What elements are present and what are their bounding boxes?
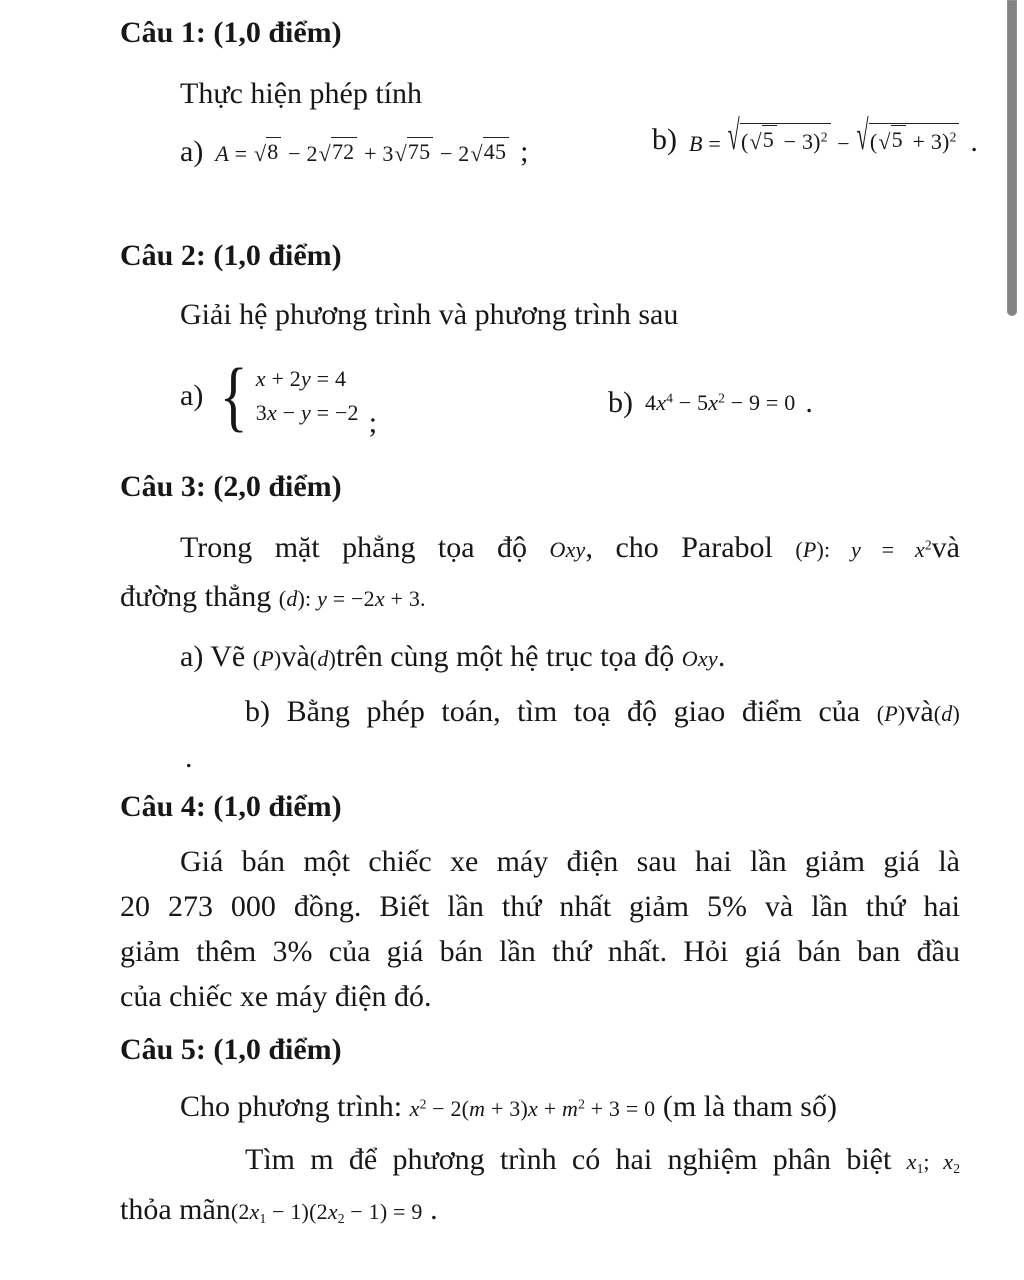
cau4-paragraph: [120, 839, 960, 1019]
system-brace: {: [219, 352, 249, 439]
formula-suffix: .: [805, 386, 813, 419]
cau5-condition-line1: Tìm m để phương trình có hai nghiệm phân biệt $x_1$; $x_2$: [245, 1143, 960, 1176]
math-formula: A = √ 8 − 2 √ 72 + 3 √ 75 − 2 √ 45: [215, 137, 510, 167]
cau1-parts-row: [180, 110, 978, 223]
formula-suffix: ;: [368, 406, 378, 439]
system-line-1: x + 2y = 4: [255, 365, 347, 391]
part-label: b): [652, 123, 677, 156]
inline-math: Oxy: [549, 536, 586, 562]
formula-suffix: .: [970, 125, 978, 158]
scrollbar-thumb[interactable]: [1007, 0, 1017, 316]
cau4-heading: Câu 4: (1,0 điểm): [120, 789, 342, 823]
inline-math: (d): [309, 645, 337, 671]
section-cau3: [120, 468, 960, 776]
cau4-line: của chiếc xe máy điện đó.: [120, 980, 432, 1013]
inline-math: (P): [876, 701, 906, 726]
cau3-statement-line1: Trong mặt phẳng tọa độ Oxy, cho Parabol (P): $y = x^2và$: [180, 530, 960, 564]
cau5-condition-line2: thỏa $mãn(2x_1 - 1)(2x_2 - 1) = 9$ .: [120, 1192, 438, 1226]
cau4-line: 20 273 000 đồng. Biết lần thứ nhất giảm 5% và lần thứ hai: [120, 890, 960, 923]
math-formula: B = √ ( √ 5 − 3)$^2$ − √ ( √ 5 + 3)$^2$: [689, 123, 960, 157]
system-line-2: 3x − y = −2: [255, 400, 359, 425]
formula-suffix: ;: [520, 135, 529, 168]
section-cau1: [120, 14, 978, 223]
cau5-statement: Cho phương trình: $x^2 - 2(m + 3)x + m^2 + 3 = 0$ (m là tham số): [180, 1089, 837, 1123]
part-label: a): [180, 379, 204, 412]
cau1-heading: Câu 1: (1,0 điểm): [120, 16, 342, 49]
section-cau2: [120, 237, 960, 454]
cau3-heading: Câu 3: (2,0 điểm): [120, 470, 342, 503]
equation-system: [215, 354, 358, 438]
cau3-statement-line2: đường thẳng (d): y = −2x + 3.: [120, 580, 426, 613]
cau3-part-b: b) Bằng phép toán, tìm toạ độ giao điểm của (P)và(d): [245, 695, 960, 728]
cau3-part-a: a) Vẽ (P)và(d)trên cùng một hệ trục tọa độ Oxy.: [180, 639, 726, 673]
cau1-intro: Thực hiện phép tính: [180, 76, 423, 110]
inline-math: (P): [252, 645, 282, 671]
part-label: b): [608, 386, 633, 419]
inline-math: (P): $y = x^2$: [795, 536, 932, 562]
section-cau5: [120, 1031, 960, 1231]
cau4-line: giảm thêm 3% của giá bán lần thứ nhất. Hỏi giá bán ban đầu: [120, 935, 960, 968]
math-formula: $4x^4 - 5x^2 - 9 = 0$: [645, 390, 796, 415]
inline-math: $x_1$; $x_2$: [906, 1149, 960, 1176]
cau2-part-b: [608, 388, 813, 418]
inline-math: $(2x_1 - 1)(2x_2 - 1) = 9$: [230, 1198, 423, 1226]
cau1-part-a: [180, 137, 529, 167]
inline-math: (d): y = −2x + 3.: [278, 586, 426, 611]
cau1-part-b: [652, 110, 978, 159]
cau2-part-a: [180, 354, 377, 438]
inline-math: (d): [933, 701, 960, 726]
cau2-parts-row: [180, 354, 960, 454]
inline-math: Oxy: [681, 645, 718, 671]
cau4-line: Giá bán một chiếc xe máy điện sau hai lần giảm giá là: [180, 845, 960, 878]
cau5-heading: Câu 5: (1,0 điểm): [120, 1033, 342, 1066]
cau2-heading: Câu 2: (1,0 điểm): [120, 239, 342, 272]
section-cau4: [120, 788, 960, 1020]
cau2-intro: Giải hệ phương trình và phương trình sau: [180, 297, 679, 331]
cau3-orphan-period: .: [185, 740, 193, 774]
inline-math: $x^2 - 2(m + 3)x + m^2 + 3 = 0$: [409, 1095, 656, 1121]
part-label: a): [180, 135, 204, 168]
